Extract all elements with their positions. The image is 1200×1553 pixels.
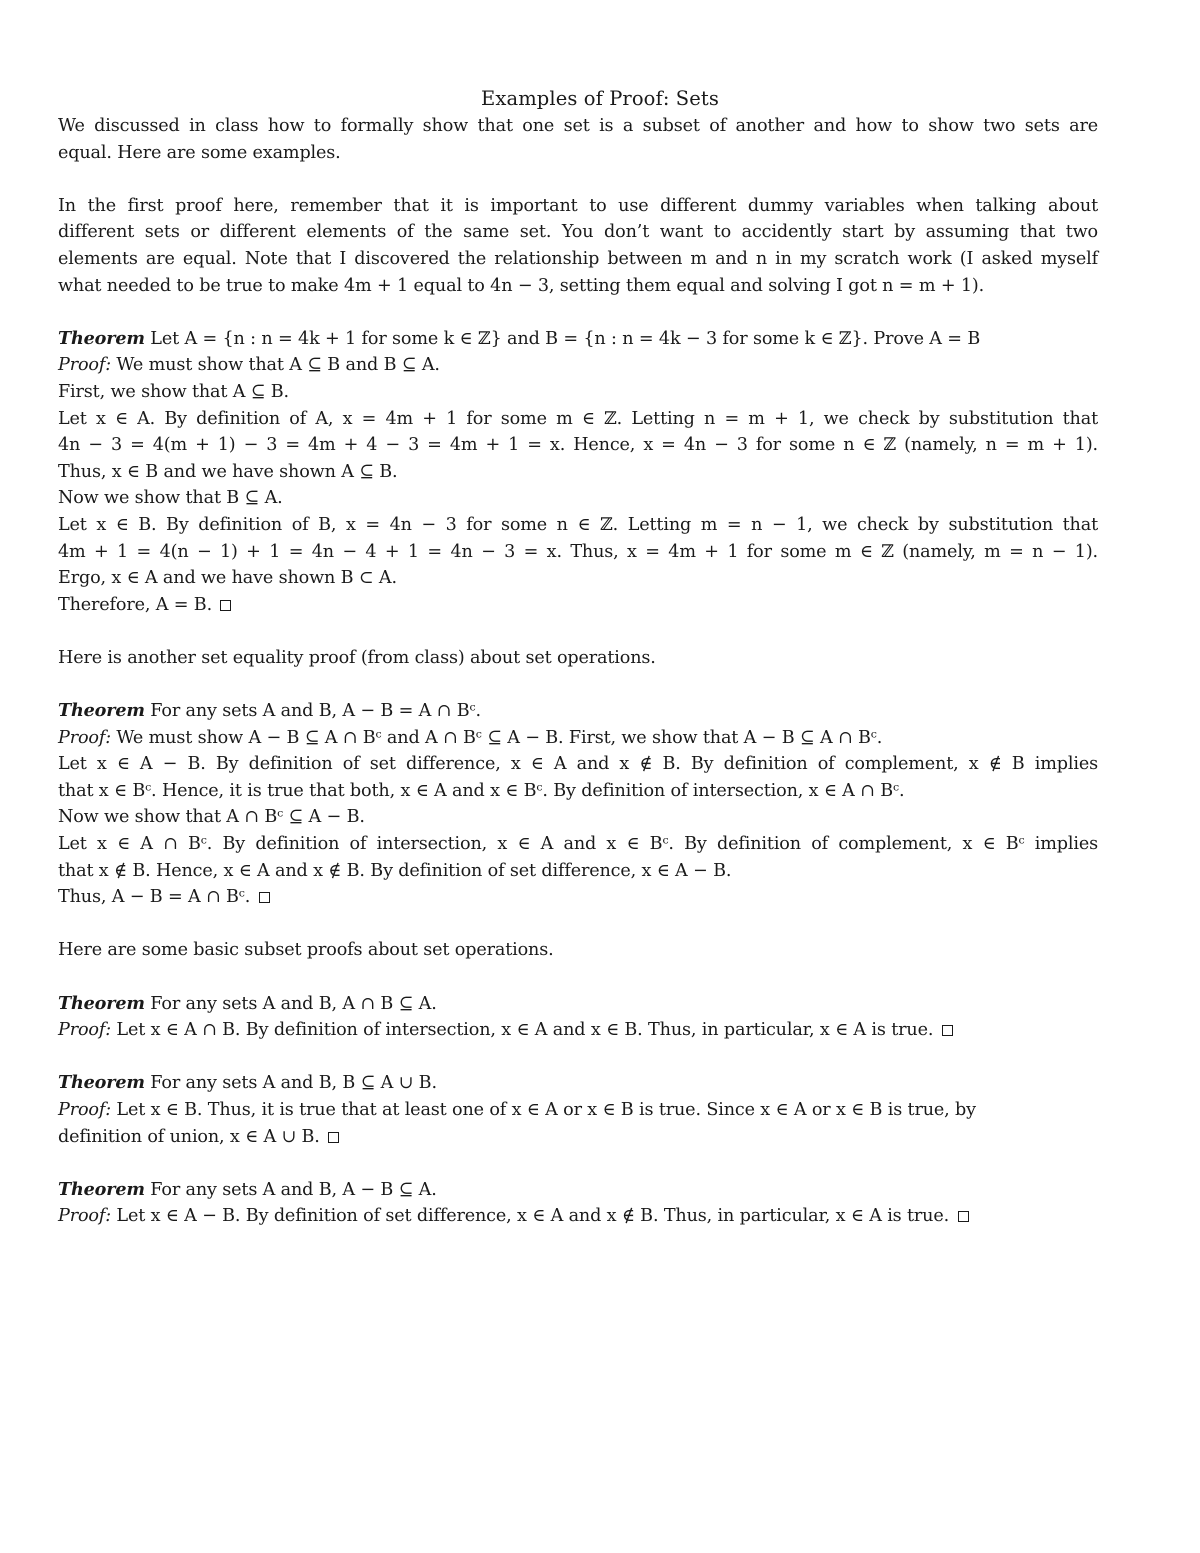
proof-1-line: 4m + 1 = 4(n − 1) + 1 = 4n − 4 + 1 = 4n − 3 = x. Thus, x = 4m + 1 for some m ∈ ℤ (namely, m = n − 1).	[58, 541, 1098, 562]
theorem-statement: For any sets A and B, A − B ⊆ A.	[144, 1179, 437, 1200]
proof-1-line: Let x ∈ B. By definition of B, x = 4n − 3 for some n ∈ ℤ. Letting m = n − 1, we check by substitution that	[58, 514, 1098, 535]
conclusion-text: Therefore, A = B.	[58, 594, 213, 615]
proof-1-line: Ergo, x ∈ A and we have shown B ⊂ A.	[58, 568, 397, 589]
theorem-label: Theorem	[58, 1178, 145, 1200]
spacer	[58, 671, 1098, 698]
paragraph-line-1: In the first proof here, remember that it is important to use different dummy variables when talking about	[58, 195, 1098, 216]
spacer	[58, 964, 1098, 991]
proof-1-line: Let x ∈ A. By definition of A, x = 4m + 1 for some m ∈ ℤ. Letting n = m + 1, we check by substitution that	[58, 408, 1098, 429]
proof-2	[58, 725, 1098, 752]
theorem-label: Theorem	[58, 1072, 145, 1094]
proof-1-conclusion	[58, 592, 1098, 619]
proof-2-line: Let x ∈ A − B. By definition of set difference, x ∈ A and x ∉ B. By definition of complement, x ∉ B implies	[58, 754, 1098, 775]
proof-1-line: Thus, x ∈ B and we have shown A ⊆ B.	[58, 461, 398, 482]
section-intro: Here are some basic subset proofs about set operations.	[58, 940, 554, 961]
qed-box-icon	[259, 892, 270, 903]
conclusion-text: Thus, A − B = A ∩ Bᶜ.	[58, 887, 251, 908]
theorem-4	[58, 1070, 1098, 1097]
section-intro: Here is another set equality proof (from class) about set operations.	[58, 647, 656, 668]
conclusion-text: definition of union, x ∈ A ∪ B.	[58, 1126, 320, 1147]
proof-label: Proof:	[58, 355, 111, 376]
proof-2-line: that x ∉ B. Hence, x ∈ A and x ∉ B. By definition of set difference, x ∈ A − B.	[58, 860, 732, 881]
proof-text: We must show that A ⊆ B and B ⊆ A.	[110, 355, 440, 376]
proof-label: Proof:	[58, 1099, 111, 1120]
theorem-2	[58, 698, 1098, 725]
proof-1-line: 4n − 3 = 4(m + 1) − 3 = 4m + 4 − 3 = 4m + 1 = x. Hence, x = 4n − 3 for some n ∈ ℤ (namely, n = m + 1).	[58, 435, 1098, 456]
spacer	[58, 911, 1098, 938]
proof-4	[58, 1097, 1098, 1124]
theorem-statement: Let A = {n : n = 4k + 1 for some k ∈ ℤ} and B = {n : n = 4k − 3 for some k ∈ ℤ}. Prove A = B	[144, 328, 981, 349]
theorem-5	[58, 1177, 1098, 1204]
proof-3	[58, 1017, 1098, 1044]
theorem-3	[58, 991, 1098, 1018]
theorem-statement: For any sets A and B, A − B = A ∩ Bᶜ.	[144, 701, 481, 722]
proof-1-line: Now we show that B ⊆ A.	[58, 488, 283, 509]
theorem-statement: For any sets A and B, A ∩ B ⊆ A.	[144, 993, 437, 1014]
qed-box-icon	[220, 600, 231, 611]
spacer	[58, 1150, 1098, 1177]
qed-box-icon	[958, 1211, 969, 1222]
paragraph-line-2: different sets or different elements of the same set. You don’t want to accidently start by assuming that two	[58, 222, 1098, 243]
proof-text: Let x ∈ B. Thus, it is true that at least one of x ∈ A or x ∈ B is true. Since x ∈ A or x ∈ B is true, by	[110, 1099, 976, 1120]
proof-4-conclusion	[58, 1124, 1098, 1151]
paragraph-line-3: elements are equal. Note that I discovered the relationship between m and n in my scratch work (I asked myself	[58, 248, 1098, 269]
proof-2-line: Now we show that A ∩ Bᶜ ⊆ A − B.	[58, 807, 365, 828]
proof-5	[58, 1203, 1098, 1230]
proof-label: Proof:	[58, 727, 111, 748]
proof-text: We must show A − B ⊆ A ∩ Bᶜ and A ∩ Bᶜ ⊆ A − B. First, we show that A − B ⊆ A ∩ Bᶜ.	[110, 727, 883, 748]
paragraph-line-4: what needed to be true to make 4m + 1 equal to 4n − 3, setting them equal and solving I got n = m + 1).	[58, 275, 985, 296]
qed-box-icon	[942, 1025, 953, 1036]
page-title: Examples of Proof: Sets	[481, 87, 719, 110]
spacer	[58, 618, 1098, 645]
spacer	[58, 1044, 1098, 1071]
spacer	[58, 299, 1098, 326]
spacer	[58, 166, 1098, 193]
theorem-statement: For any sets A and B, B ⊆ A ∪ B.	[144, 1073, 437, 1094]
qed-box-icon	[328, 1132, 339, 1143]
proof-2-line: Let x ∈ A ∩ Bᶜ. By definition of intersection, x ∈ A and x ∈ Bᶜ. By definition of complement, x ∈ Bᶜ implies	[58, 834, 1098, 855]
proof-label: Proof:	[58, 1020, 111, 1041]
proof-2-line: that x ∈ Bᶜ. Hence, it is true that both, x ∈ A and x ∈ Bᶜ. By definition of intersection, x ∈ A ∩ Bᶜ.	[58, 780, 905, 801]
proof-label: Proof:	[58, 1206, 111, 1227]
proof-text: Let x ∈ A ∩ B. By definition of intersection, x ∈ A and x ∈ B. Thus, in particular, x ∈ A is true.	[110, 1020, 934, 1041]
theorem-label: Theorem	[58, 700, 145, 722]
theorem-label: Theorem	[58, 992, 145, 1014]
proof-text: Let x ∈ A − B. By definition of set difference, x ∈ A and x ∉ B. Thus, in particular, x ∈ A is true.	[110, 1206, 950, 1227]
theorem-1	[58, 326, 1098, 353]
intro-line-1: We discussed in class how to formally show that one set is a subset of another and how to show two sets are	[58, 116, 1098, 136]
theorem-label: Theorem	[58, 327, 145, 349]
proof-2-conclusion	[58, 884, 1098, 911]
proof-1	[58, 352, 1098, 379]
intro-line-2: equal. Here are some examples.	[58, 142, 341, 163]
proof-1-line: First, we show that A ⊆ B.	[58, 381, 290, 402]
document-body	[58, 113, 1098, 1230]
